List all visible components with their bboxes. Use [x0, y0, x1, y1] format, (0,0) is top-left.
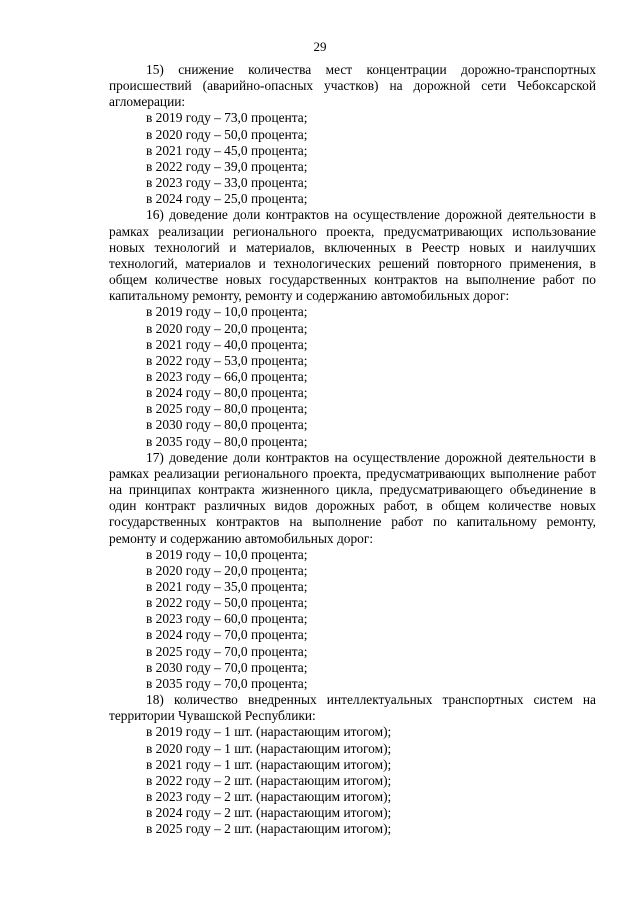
page-number: 29: [313, 39, 327, 54]
list-item: в 2023 году – 60,0 процента;: [146, 611, 308, 627]
list-item: в 2023 году – 2 шт. (нарастающим итогом);: [146, 789, 392, 805]
section-heading: 16) доведение доли контрактов на осуществление дорожной деятельности в рамках реализации регионального проекта, предусматривающих использование новых технологий и материалов, включенных в Реестр новых и наилучших технологий, материалов и технологических решений повторного применения, в общем количестве новых государственных контрактов на выполнение работ по капитальному ремонту, ремонту и содержанию автомобильных дорог:: [109, 207, 596, 304]
list-item: в 2020 году – 20,0 процента;: [146, 562, 308, 578]
list-item: в 2025 году – 70,0 процента;: [146, 643, 308, 659]
list-item: в 2021 году – 45,0 процента;: [146, 142, 308, 158]
list-item: в 2022 году – 50,0 процента;: [146, 595, 308, 611]
list-item: в 2021 году – 35,0 процента;: [146, 579, 308, 594]
list-item: в 2023 году – 33,0 процента;: [146, 175, 308, 191]
section-heading: 18) количество внедренных интеллектуальных транспортных систем на территории Чувашской Республики:: [109, 692, 596, 724]
list-item: в 2020 году – 1 шт. (нарастающим итогом);: [146, 740, 392, 756]
list-item: в 2022 году – 53,0 процента;: [146, 352, 308, 368]
list-item: в 2024 году – 25,0 процента;: [146, 191, 308, 207]
section-17: [109, 450, 596, 692]
list-item: в 2030 году – 70,0 процента;: [146, 659, 308, 675]
list-item: в 2024 году – 2 шт. (нарастающим итогом);: [146, 805, 392, 821]
list-item: в 2030 году – 80,0 процента;: [146, 417, 308, 433]
list-item: в 2025 году – 80,0 процента;: [146, 401, 308, 417]
section-16: [109, 207, 596, 449]
list-item: в 2023 году – 66,0 процента;: [146, 368, 308, 384]
list-item: в 2020 году – 50,0 процента;: [146, 126, 308, 142]
list-item: в 2019 году – 1 шт. (нарастающим итогом);: [146, 724, 392, 740]
list-item: в 2020 году – 20,0 процента;: [146, 320, 308, 336]
list-item: в 2019 году – 10,0 процента;: [146, 546, 308, 562]
list-item: в 2022 году – 39,0 процента;: [146, 158, 308, 174]
section-15: [109, 62, 596, 207]
list-item: в 2019 году – 10,0 процента;: [146, 304, 308, 320]
list-item: в 2022 году – 2 шт. (нарастающим итогом);: [146, 772, 392, 788]
list-item: в 2021 году – 1 шт. (нарастающим итогом);: [146, 756, 392, 772]
list-item: в 2035 году – 70,0 процента;: [146, 675, 308, 691]
section-18: [109, 692, 596, 837]
section-heading: 15) снижение количества мест концентрации дорожно-транспортных происшествий (аварийно-опасных участков) на дорожной сети Чебоксарской агломерации:: [109, 62, 596, 110]
list-item: в 2024 году – 70,0 процента;: [146, 627, 308, 643]
list-item: в 2024 году – 80,0 процента;: [146, 385, 308, 401]
section-heading: 17) доведение доли контрактов на осуществление дорожной деятельности в рамках реализации регионального проекта, предусматривающих выполнение работ на принципах контракта жизненного цикла, предусматривающего объединение в один контракт различных видов дорожных работ, в общем количестве новых государственных контрактов на выполнение работ по капитальному ремонту, ремонту и содержанию автомобильных дорог:: [109, 449, 596, 546]
list-item: в 2021 году – 40,0 процента;: [146, 336, 308, 352]
list-item: в 2025 году – 2 шт. (нарастающим итогом);: [146, 821, 392, 837]
list-item: в 2035 году – 80,0 процента;: [146, 433, 308, 449]
list-item: в 2019 году – 73,0 процента;: [146, 110, 308, 126]
document-body: [109, 62, 596, 838]
